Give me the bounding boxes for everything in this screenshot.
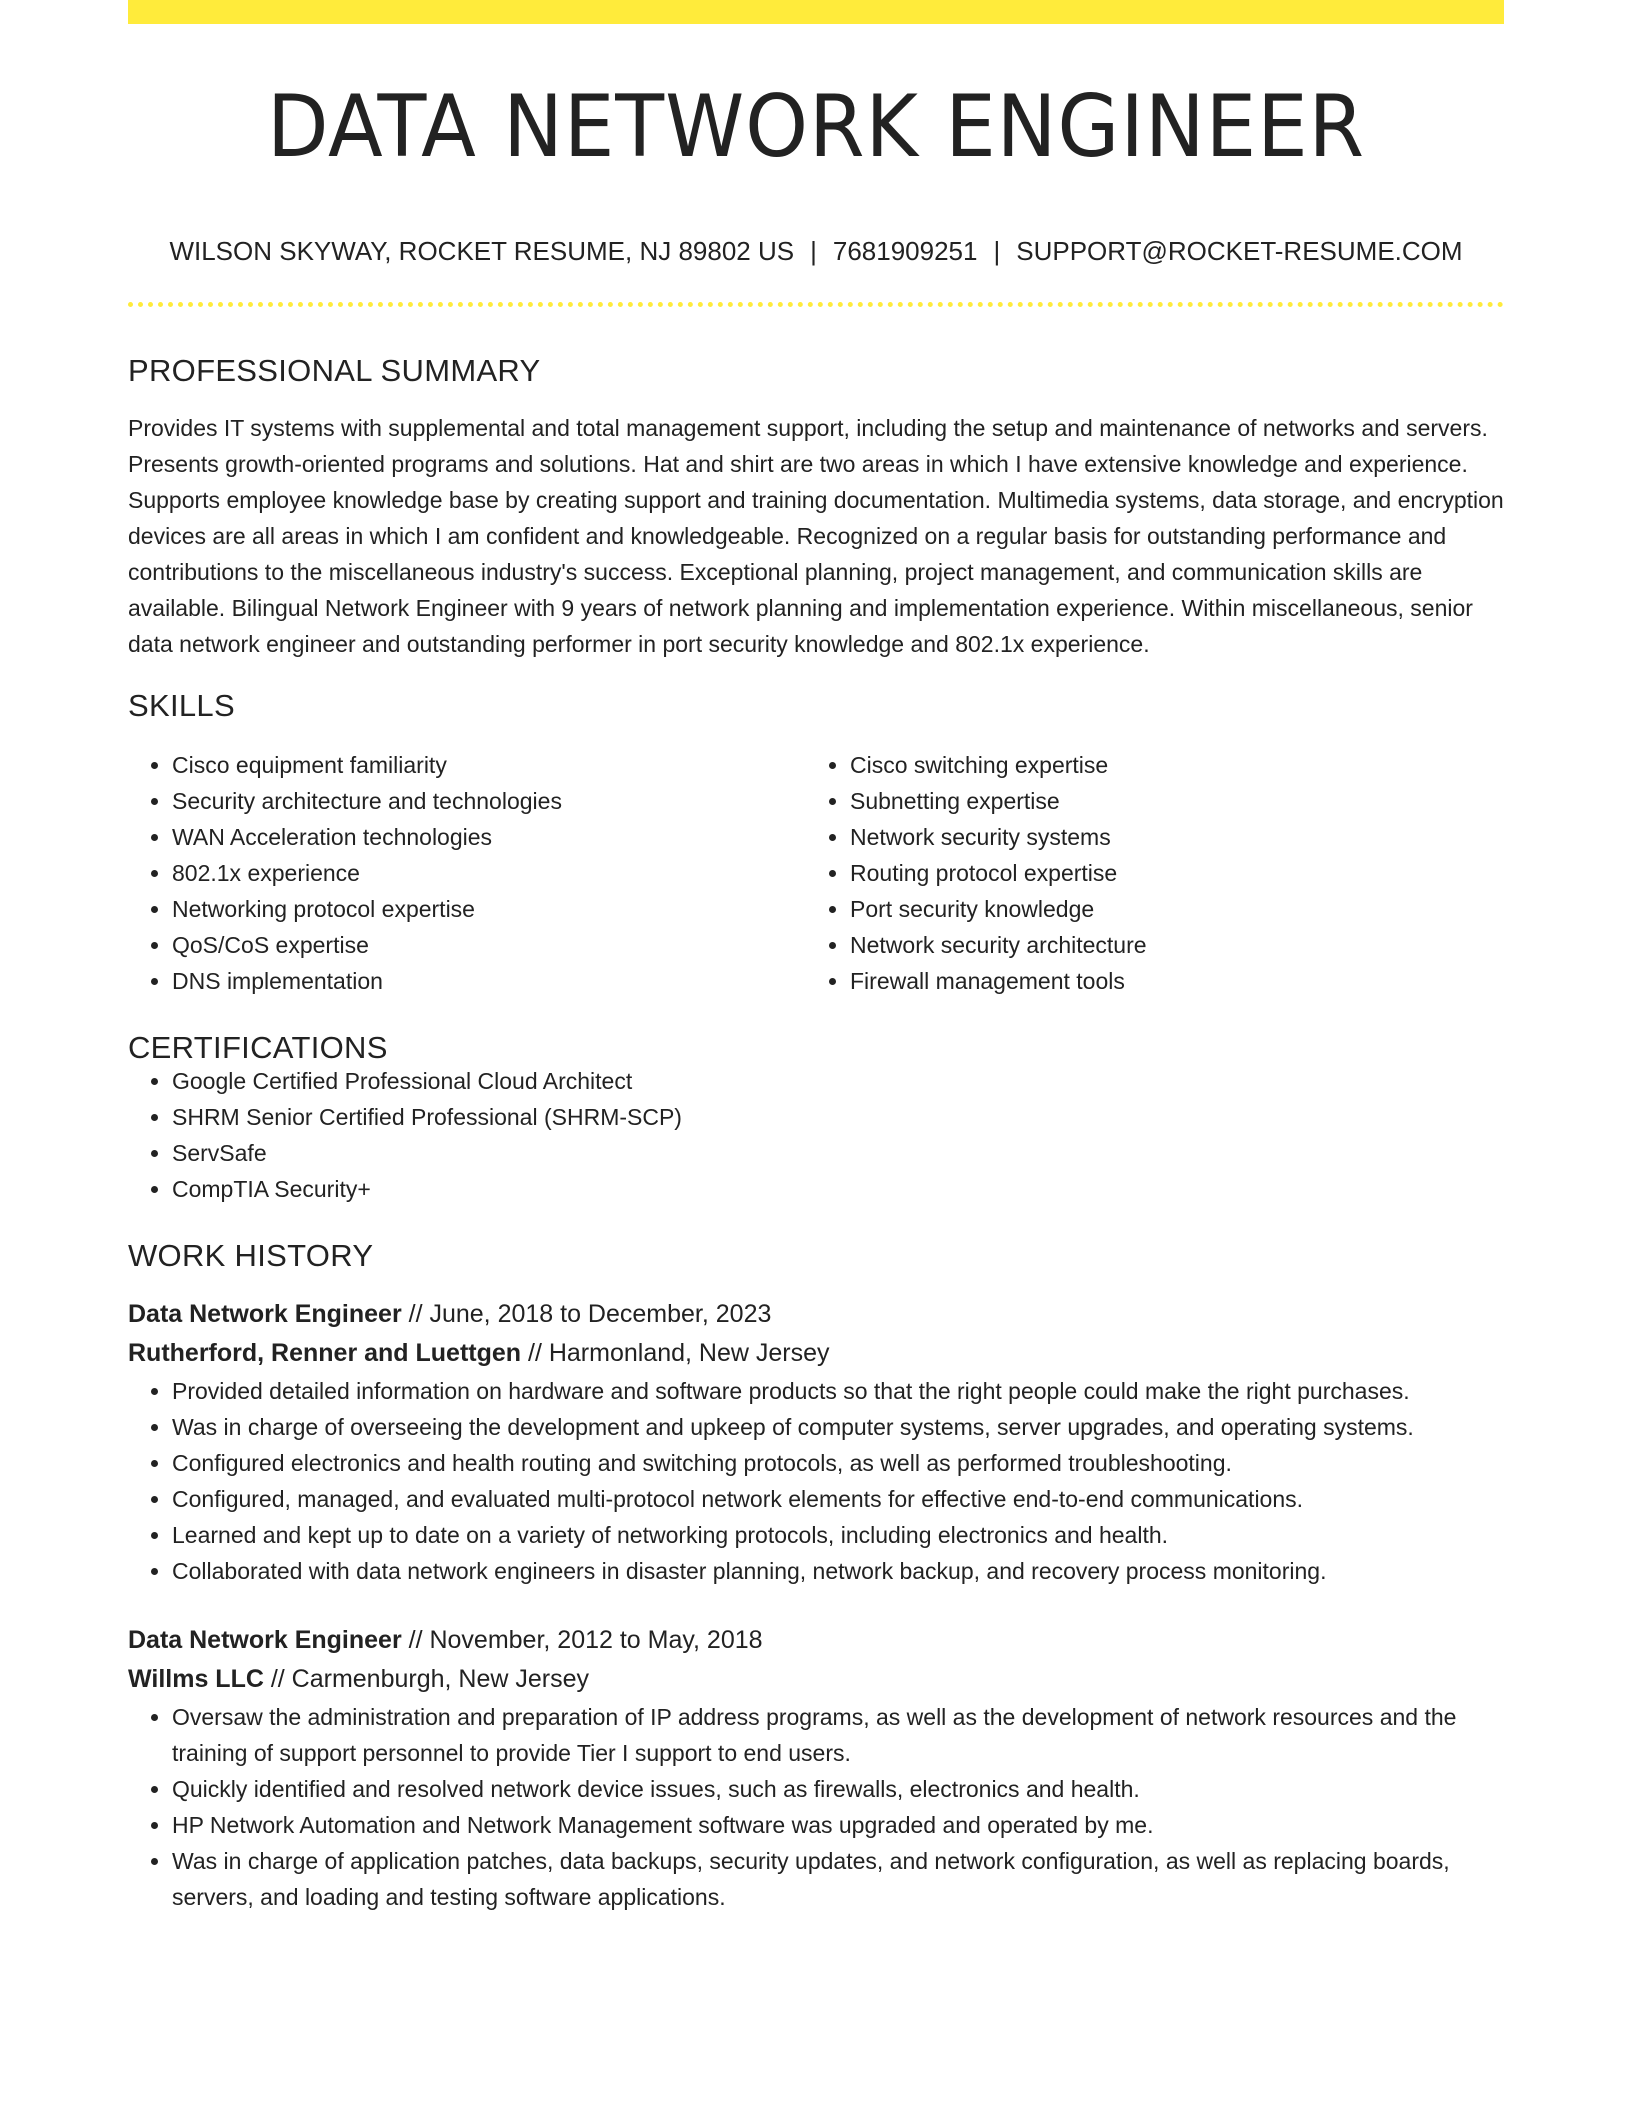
job-bullet: • Configured, managed, and evaluated multi-protocol network elements for effective end-to-end communications. (172, 1481, 1504, 1517)
skill-item: • DNS implementation (172, 963, 806, 999)
job-bullet: • Collaborated with data network engineers in disaster planning, network backup, and recovery process monitoring. (172, 1553, 1504, 1589)
job-header (128, 1295, 1504, 1373)
job-bullets (128, 1373, 1504, 1589)
skills-heading: SKILLS (128, 688, 235, 723)
contact-address: WILSON SKYWAY, ROCKET RESUME, NJ 89802 US (169, 236, 795, 266)
skill-item: • QoS/CoS expertise (172, 927, 806, 963)
certification-item: • CompTIA Security+ (172, 1171, 1504, 1207)
job-bullet: • Oversaw the administration and preparation of IP address programs, as well as the development of network resources and the training of support personnel to provide Tier I support to end users. (172, 1699, 1504, 1771)
certifications-list (128, 1063, 1504, 1207)
skill-item: • Firewall management tools (850, 963, 1484, 999)
skill-item: • Networking protocol expertise (172, 891, 806, 927)
job-company-line (128, 1660, 1504, 1699)
job-bullets (128, 1699, 1504, 1915)
skill-item: • Port security knowledge (850, 891, 1484, 927)
skills-list-left (128, 747, 806, 999)
skill-item: • WAN Acceleration technologies (172, 819, 806, 855)
job-company-line (128, 1334, 1504, 1373)
job-title-line (128, 1295, 1504, 1334)
skill-item: • Network security architecture (850, 927, 1484, 963)
resume-page (128, 0, 1504, 1915)
skills-grid (128, 747, 1504, 999)
certification-item: • Google Certified Professional Cloud Architect (172, 1063, 1504, 1099)
dotted-divider (128, 302, 1504, 307)
job-header (128, 1621, 1504, 1699)
skill-item: • Cisco switching expertise (850, 747, 1484, 783)
job-bullet: • HP Network Automation and Network Management software was upgraded and operated by me. (172, 1807, 1504, 1843)
resume-title: DATA NETWORK ENGINEER (266, 77, 1366, 177)
skills-column-left (128, 747, 806, 999)
job-title-line (128, 1621, 1504, 1660)
skill-item: • Cisco equipment familiarity (172, 747, 806, 783)
skills-list-right (806, 747, 1484, 999)
job-bullet: • Learned and kept up to date on a variety of networking protocols, including electronics and health. (172, 1517, 1504, 1553)
skill-item: • Routing protocol expertise (850, 855, 1484, 891)
job-dates: // June, 2018 to December, 2023 (401, 1300, 772, 1328)
top-accent-bar (128, 0, 1504, 24)
contact-separator: | (810, 236, 817, 266)
job-bullet: • Was in charge of overseeing the development and upkeep of computer systems, server upgrades, and operating systems. (172, 1409, 1504, 1445)
skill-item: • Security architecture and technologies (172, 783, 806, 819)
job-bullet: • Quickly identified and resolved network device issues, such as firewalls, electronics and health. (172, 1771, 1504, 1807)
job-role: Data Network Engineer (128, 1626, 402, 1654)
skill-item: • Network security systems (850, 819, 1484, 855)
certification-item: • ServSafe (172, 1135, 1504, 1171)
summary-heading: PROFESSIONAL SUMMARY (128, 353, 541, 388)
job-role: Data Network Engineer (128, 1300, 402, 1328)
certification-item: • SHRM Senior Certified Professional (SHRM-SCP) (172, 1099, 1504, 1135)
summary-text: Provides IT systems with supplemental and total management support, including the setup and maintenance of networks and servers. Presents growth-oriented programs and solutions. Hat and shirt are two areas in which I have extensive knowledge and experience. Supports employee knowledge base by creating support and training documentation. Multimedia systems, data storage, and encryption devices are all areas in which I am confident and knowledgeable. Recognized on a regular basis for outstanding performance and contributions to the miscellaneous industry's success. Exceptional planning, project management, and communication skills are available. Bilingual Network Engineer with 9 years of network planning and implementation experience. Within miscellaneous, senior data network engineer and outstanding performer in port security knowledge and 802.1x experience. (128, 415, 1504, 657)
job-bullet: • Configured electronics and health routing and switching protocols, as well as performed troubleshooting. (172, 1445, 1504, 1481)
job-bullet: • Provided detailed information on hardware and software products so that the right people could make the right purchases. (172, 1373, 1504, 1409)
skill-item: • Subnetting expertise (850, 783, 1484, 819)
job-location: // Harmonland, New Jersey (521, 1339, 830, 1367)
certifications-heading: CERTIFICATIONS (128, 1030, 388, 1065)
contact-phone: 7681909251 (832, 236, 978, 266)
contact-separator: | (993, 236, 1001, 266)
skill-item: • 802.1x experience (172, 855, 806, 891)
contact-line (128, 238, 1504, 264)
job-company: Willms LLC (128, 1665, 264, 1693)
job-bullet: • Was in charge of application patches, data backups, security updates, and network configuration, as well as replacing boards, servers, and loading and testing software applications. (172, 1843, 1504, 1915)
work-history-heading: WORK HISTORY (128, 1238, 374, 1273)
job-dates: // November, 2012 to May, 2018 (401, 1626, 763, 1654)
job-company: Rutherford, Renner and Luettgen (128, 1339, 522, 1367)
skills-column-right (806, 747, 1484, 999)
contact-email[interactable]: SUPPORT@ROCKET-RESUME.COM (1016, 236, 1463, 266)
job-location: // Carmenburgh, New Jersey (263, 1665, 590, 1693)
